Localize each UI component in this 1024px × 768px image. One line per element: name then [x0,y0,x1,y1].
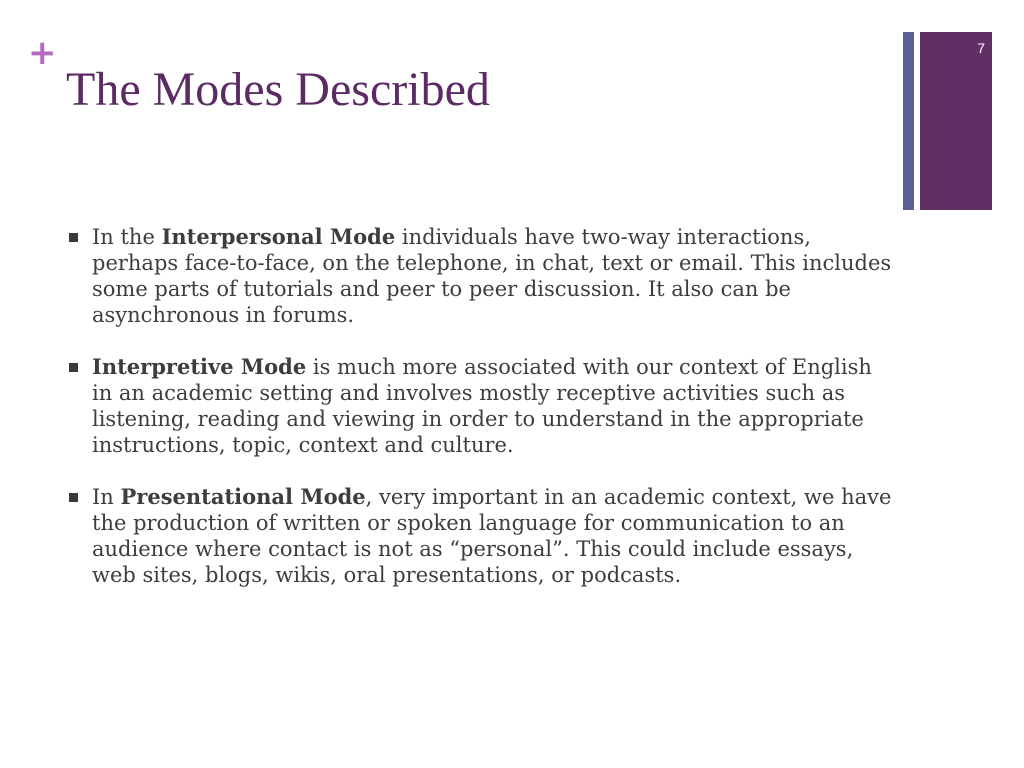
bullet-body: individuals have two-way interactions, perhaps face-to-face, on the telephone, in chat, text or email. This includes some parts of tutorials and peer to peer discussion. It also can be asynchronous in forums. [92,225,892,327]
bullet-prefix: In the [92,225,162,249]
bullet-interpersonal [66,224,896,328]
bullet-term: Interpretive Mode [92,354,307,379]
bullet-presentational [66,484,896,588]
bullet-text [92,225,891,327]
bullet-square-icon [69,493,78,502]
bullet-term: Interpersonal Mode [161,224,396,249]
bullet-prefix: In [92,485,121,509]
plus-icon: + [28,33,57,73]
slide-number: 7 [977,40,985,56]
bullet-square-icon [69,233,78,242]
accent-bar-block [920,32,992,210]
bullet-body: is much more associated with our context of English in an academic setting and involves mostly receptive activities such as listening, reading and viewing in order to understand in the appropriate instructions, topic, context and culture. [92,355,872,457]
accent-bar-thin [903,32,914,210]
bullet-list [66,224,896,614]
bullet-square-icon [69,363,78,372]
bullet-text [92,485,891,587]
bullet-interpretive [66,354,896,458]
slide-title: The Modes Described [66,63,490,116]
bullet-body: , very important in an academic context, we have the production of written or spoken language for communication to an audience where contact is not as “personal”. This could include essays, web sites, blogs, wikis, oral presentations, or podcasts. [92,485,892,587]
bullet-term: Presentational Mode [120,484,366,509]
bullet-text [92,355,872,457]
